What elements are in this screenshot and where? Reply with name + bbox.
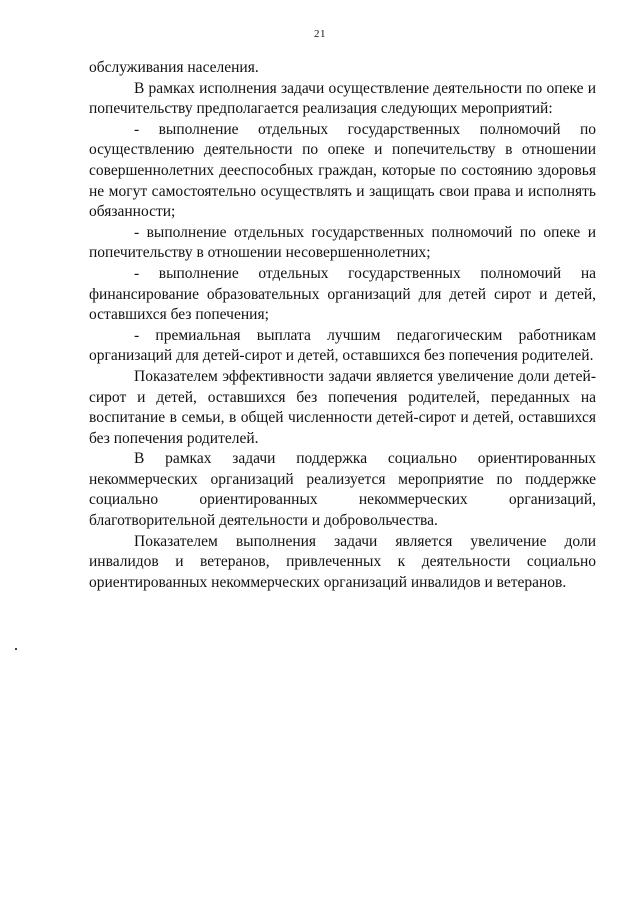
paragraph-performance-indicator: Показателем выполнения задачи является увеличение доли инвалидов и ветеранов, привлеченных к деятельности социально ориентированных некоммерческих организаций инвалидов и ветеранов.: [89, 532, 596, 591]
scan-artifact-dot: [15, 648, 17, 650]
paragraph-guardianship-intro: В рамках исполнения задачи осуществление деятельности по опеке и попечительству предполагается реализация следующих мероприятий:: [89, 79, 596, 118]
list-item-orphan-funding: - выполнение отдельных государственных полномочий на финансирование образовательных организаций для детей сирот и детей, оставшихся без попечения;: [89, 264, 596, 324]
list-item-premium-payment: - премиальная выплата лучшим педагогическим работникам организаций для детей-сирот и детей, оставшихся без попечения родителей.: [89, 326, 596, 365]
paragraph-nonprofit-support: В рамках задачи поддержка социально ориентированных некоммерческих организаций реализуется мероприятие по поддержке социально ориентированных некоммерческих организаций, благотворительной деятельности и добровольчества.: [89, 450, 596, 530]
paragraph-continuation: обслуживания населения.: [89, 59, 259, 76]
list-item-adult-guardianship: - выполнение отдельных государственных полномочий по осуществлению деятельности по опеке и попечительству в отношении совершеннолетних дееспособных граждан, которые по состоянию здоровья не могут самостоятельно осуществлять и защищать свои права и исполнять обязанности;: [89, 120, 596, 221]
page-number: 21: [314, 28, 326, 40]
list-item-minor-guardianship: - выполнение отдельных государственных полномочий по опеке и попечительству в отношении несовершеннолетних;: [89, 223, 596, 262]
document-body: [89, 58, 596, 593]
paragraph-efficiency-indicator: Показателем эффективности задачи является увеличение доли детей-сирот и детей, оставшихся без попечения родителей, переданных на воспитание в семьи, в общей численности детей-сирот и детей, оставшихся без попечения родителей.: [89, 367, 596, 447]
